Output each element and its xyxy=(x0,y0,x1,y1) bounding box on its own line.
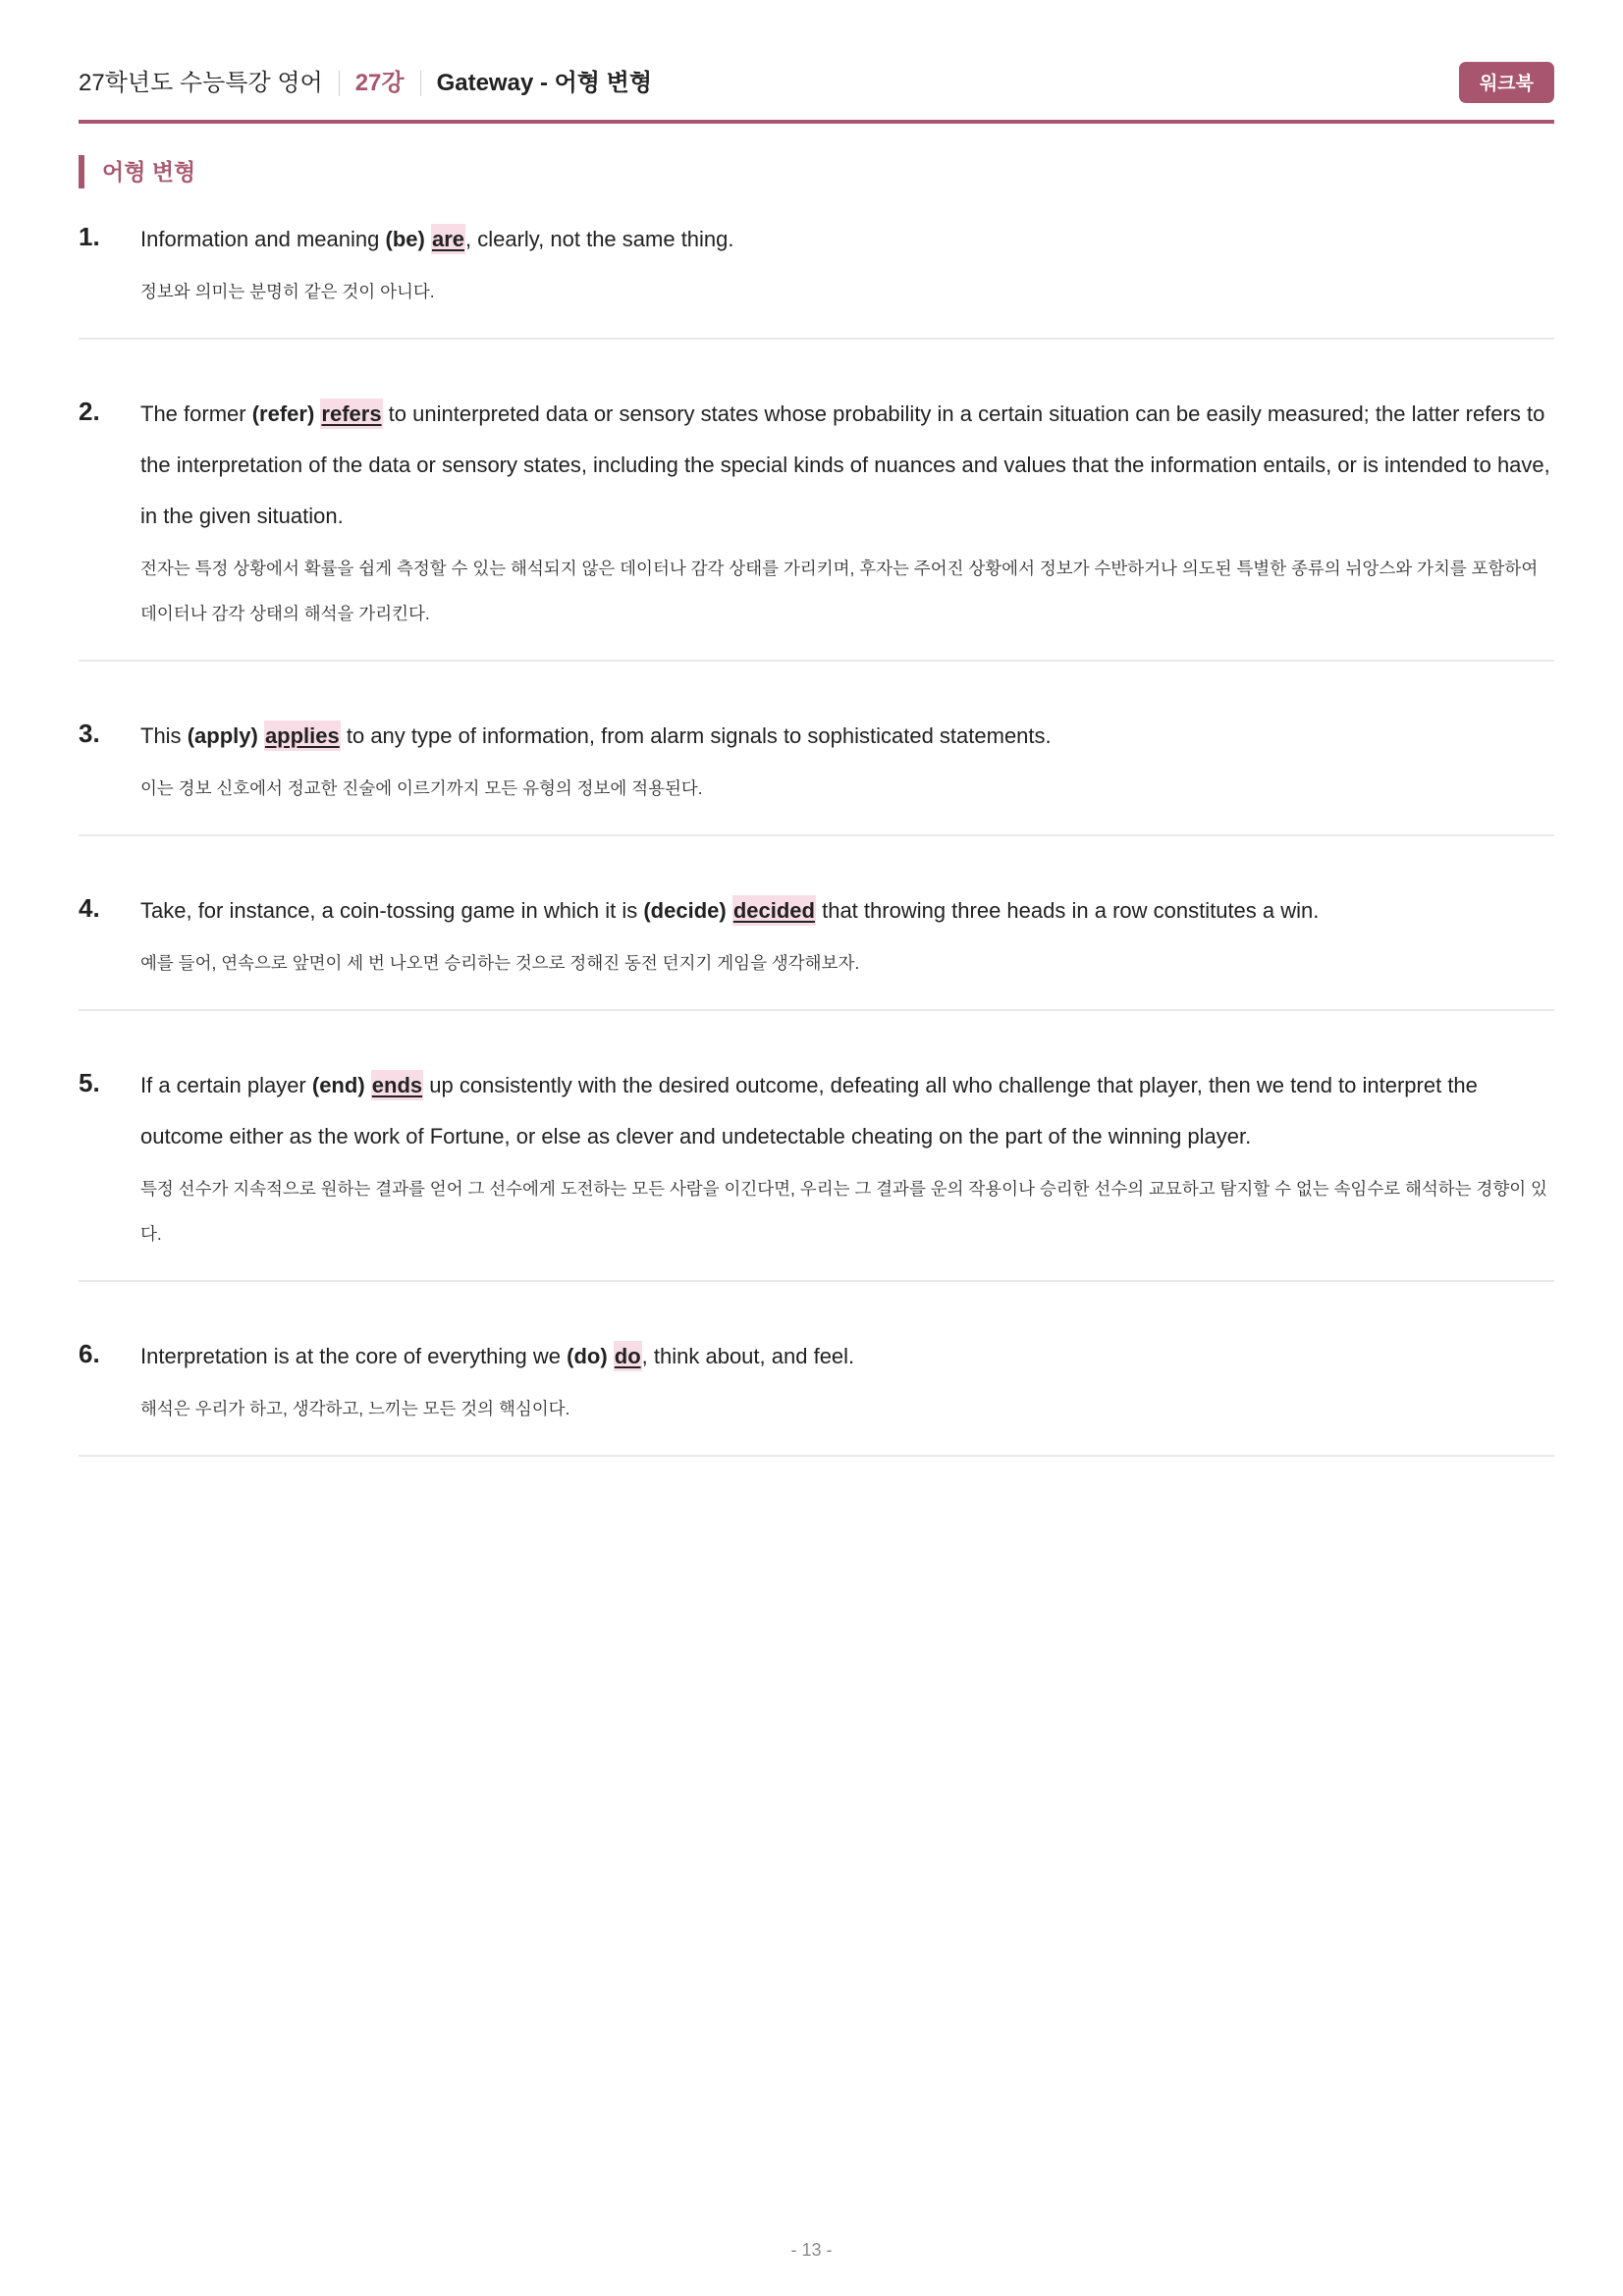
lesson-title: Gateway - 어형 변형 xyxy=(436,70,653,96)
header-divider xyxy=(420,71,421,96)
item-number: 2. xyxy=(79,397,100,426)
english-sentence xyxy=(140,1060,1554,1162)
sentence-text: to any type of information, from alarm signals to sophisticated statements. xyxy=(340,723,1052,748)
sentence-text: Take, for instance, a coin-tossing game in which it is xyxy=(140,898,644,923)
item-number: 5. xyxy=(79,1068,100,1097)
korean-translation: 정보와 의미는 분명히 같은 것이 아니다. xyxy=(140,282,435,301)
sentence-text: If a certain player xyxy=(140,1073,312,1097)
korean-translation: 해석은 우리가 하고, 생각하고, 느끼는 모든 것의 핵심이다. xyxy=(140,1399,570,1418)
item-number: 4. xyxy=(79,893,100,923)
page-header xyxy=(79,59,1554,124)
english-sentence xyxy=(140,214,1554,265)
exercise-item xyxy=(79,880,1554,1011)
english-sentence xyxy=(140,885,1554,936)
verb-hint: (end) xyxy=(311,1073,365,1097)
english-sentence xyxy=(140,1331,1554,1382)
korean-translation: 특정 선수가 지속적으로 원하는 결과를 얻어 그 선수에게 도전하는 모든 사람을 이긴다면, 우리는 그 결과를 운의 작용이나 승리한 선수의 교묘하고 탐지할 수 없는 속임수로 해석하는 경향이 있다. xyxy=(140,1179,1547,1244)
unit-label: 27강 xyxy=(354,70,405,96)
verb-hint: (refer) xyxy=(251,401,315,426)
exercise-item xyxy=(79,208,1554,340)
verb-hint: (decide) xyxy=(643,898,727,923)
item-number: 1. xyxy=(79,222,100,251)
exercise-item xyxy=(79,383,1554,662)
section-title: 어형 변형 xyxy=(79,155,195,188)
answer-highlight: refers xyxy=(320,399,382,429)
item-number: 3. xyxy=(79,719,100,748)
sentence-text: , think about, and feel. xyxy=(641,1344,855,1368)
page-number: - 13 - xyxy=(790,2240,833,2260)
exercise-item xyxy=(79,1325,1554,1457)
exercise-list xyxy=(79,208,1554,1500)
sentence-text: This xyxy=(140,723,188,748)
workbook-badge: 워크북 xyxy=(1459,62,1554,103)
answer-highlight: do xyxy=(614,1341,642,1371)
answer-highlight: ends xyxy=(371,1070,423,1100)
book-title: 27학년도 수능특강 영어 xyxy=(79,70,323,96)
answer-highlight: decided xyxy=(732,895,816,926)
sentence-text: , clearly, not the same thing. xyxy=(465,227,734,251)
sentence-text: Information and meaning xyxy=(140,227,386,251)
english-sentence xyxy=(140,711,1554,762)
header-breadcrumb xyxy=(79,67,652,100)
sentence-text: that throwing three heads in a row constitutes a win. xyxy=(815,898,1320,923)
verb-hint: (be) xyxy=(385,227,425,251)
exercise-item xyxy=(79,705,1554,836)
sentence-text: Interpretation is at the core of everything we xyxy=(140,1344,568,1368)
korean-translation: 예를 들어, 연속으로 앞면이 세 번 나오면 승리하는 것으로 정해진 동전 던지기 게임을 생각해보자. xyxy=(140,953,860,973)
verb-hint: (apply) xyxy=(187,723,258,748)
verb-hint: (do) xyxy=(567,1344,608,1368)
korean-translation: 전자는 특정 상황에서 확률을 쉽게 측정할 수 있는 해석되지 않은 데이터나 감각 상태를 가리키며, 후자는 주어진 상황에서 정보가 수반하거나 의도된 특별한 종류의 뉘앙스와 가치를 포함하여 데이터나 감각 상태의 해석을 가리킨다. xyxy=(140,559,1539,623)
sentence-text: to uninterpreted data or sensory states whose probability in a certain situation can be easily measured; the latter refers to the interpretation of the data or sensory states, including the special kinds of nuances and values that the information entails, or is intended to have, in the given situation. xyxy=(140,401,1550,528)
exercise-item xyxy=(79,1054,1554,1282)
answer-highlight: are xyxy=(431,224,465,254)
item-number: 6. xyxy=(79,1339,100,1368)
header-divider xyxy=(339,71,340,96)
answer-highlight: applies xyxy=(264,721,341,751)
korean-translation: 이는 경보 신호에서 정교한 진술에 이르기까지 모든 유형의 정보에 적용된다. xyxy=(140,778,703,798)
sentence-text: The former xyxy=(140,401,252,426)
english-sentence xyxy=(140,389,1554,542)
sentence-text: up consistently with the desired outcome, defeating all who challenge that player, then we tend to interpret the outcome either as the work of Fortune, or else as clever and undetectable cheating on the part of the winning player. xyxy=(140,1073,1478,1148)
